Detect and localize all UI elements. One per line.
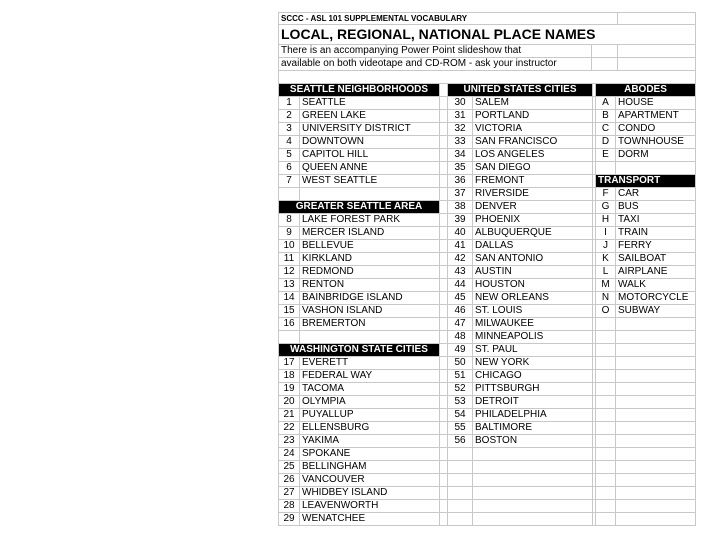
empty-cell [616, 448, 696, 461]
empty-cell [596, 513, 616, 526]
list-item-number: 2 [278, 110, 300, 123]
empty-cell [596, 162, 616, 175]
list-item-name: CHICAGO [473, 370, 593, 383]
list-item-number: 22 [278, 422, 300, 435]
table-row [278, 201, 696, 214]
table-row [278, 357, 696, 370]
list-item-name: YAKIMA [300, 435, 440, 448]
list-item-name: DORM [616, 149, 696, 162]
list-item-name: TRAIN [616, 227, 696, 240]
table-row [278, 214, 696, 227]
list-item-name: DOWNTOWN [300, 136, 440, 149]
empty-cell [596, 370, 616, 383]
empty-cell [592, 45, 618, 58]
empty-cell [616, 461, 696, 474]
empty-cell [618, 45, 696, 58]
empty-cell [618, 58, 696, 71]
table-row [278, 396, 696, 409]
list-item-name: BELLEVUE [300, 240, 440, 253]
column-gap [440, 136, 448, 149]
column-gap [440, 513, 448, 526]
list-item-number: 55 [448, 422, 473, 435]
list-item-number: K [596, 253, 616, 266]
list-item-name: HOUSE [616, 97, 696, 110]
list-item-name: LAKE FOREST PARK [300, 214, 440, 227]
list-item-number: 35 [448, 162, 473, 175]
empty-cell [448, 474, 473, 487]
list-item-number: 53 [448, 396, 473, 409]
list-item-number: 31 [448, 110, 473, 123]
column-gap [440, 175, 448, 188]
table-row [278, 474, 696, 487]
list-item-number: 27 [278, 487, 300, 500]
list-item-name: EVERETT [300, 357, 440, 370]
vocabulary-grid [278, 84, 696, 526]
table-row [278, 461, 696, 474]
list-item-name: CAR [616, 188, 696, 201]
table-row [278, 448, 696, 461]
table-row [278, 318, 696, 331]
empty-cell [473, 448, 593, 461]
col1-header: WASHINGTON STATE CITIES [278, 344, 440, 357]
empty-cell [300, 188, 440, 201]
empty-cell [448, 487, 473, 500]
col1-header: GREATER SEATTLE AREA [278, 201, 440, 214]
list-item-number: 34 [448, 149, 473, 162]
list-item-name: LOS ANGELES [473, 149, 593, 162]
vocabulary-sheet [278, 12, 696, 526]
list-item-name: NEW ORLEANS [473, 292, 593, 305]
empty-cell [596, 357, 616, 370]
list-item-number: 7 [278, 175, 300, 188]
list-item-name: SAN ANTONIO [473, 253, 593, 266]
list-item-number: N [596, 292, 616, 305]
sheet-title: LOCAL, REGIONAL, NATIONAL PLACE NAMES [278, 25, 696, 45]
list-item-number: 12 [278, 266, 300, 279]
list-item-name: OLYMPIA [300, 396, 440, 409]
empty-cell [278, 331, 300, 344]
empty-cell [448, 513, 473, 526]
empty-cell [596, 422, 616, 435]
list-item-number: 40 [448, 227, 473, 240]
list-item-number: 29 [278, 513, 300, 526]
list-item-number: I [596, 227, 616, 240]
column-gap [440, 435, 448, 448]
list-item-name: SUBWAY [616, 305, 696, 318]
empty-cell [596, 487, 616, 500]
column-gap [440, 110, 448, 123]
list-item-name: MOTORCYCLE [616, 292, 696, 305]
list-item-number: O [596, 305, 616, 318]
column-gap [440, 357, 448, 370]
empty-cell [448, 500, 473, 513]
empty-cell [616, 435, 696, 448]
list-item-name: ST. PAUL [473, 344, 593, 357]
list-item-number: 49 [448, 344, 473, 357]
column-gap [440, 123, 448, 136]
empty-cell [448, 448, 473, 461]
list-item-number: 33 [448, 136, 473, 149]
list-item-number: H [596, 214, 616, 227]
table-row [278, 500, 696, 513]
table-row [278, 227, 696, 240]
list-item-name: GREEN LAKE [300, 110, 440, 123]
empty-cell [592, 58, 618, 71]
empty-cell [616, 422, 696, 435]
column-gap [440, 214, 448, 227]
list-item-number: 36 [448, 175, 473, 188]
list-item-number: 19 [278, 383, 300, 396]
note-row-1 [278, 45, 696, 58]
table-row [278, 513, 696, 526]
empty-cell [448, 461, 473, 474]
list-item-name: NEW YORK [473, 357, 593, 370]
list-item-number: 10 [278, 240, 300, 253]
list-item-number: 42 [448, 253, 473, 266]
list-item-number: 26 [278, 474, 300, 487]
empty-cell [473, 474, 593, 487]
list-item-number: 43 [448, 266, 473, 279]
empty-cell [616, 318, 696, 331]
empty-cell [616, 370, 696, 383]
list-item-number: C [596, 123, 616, 136]
table-row [278, 344, 696, 357]
column-gap [440, 409, 448, 422]
list-item-name: PORTLAND [473, 110, 593, 123]
list-item-name: TAXI [616, 214, 696, 227]
list-item-name: ELLENSBURG [300, 422, 440, 435]
list-item-number: D [596, 136, 616, 149]
list-item-number: 30 [448, 97, 473, 110]
table-row [278, 266, 696, 279]
list-item-name: APARTMENT [616, 110, 696, 123]
list-item-number: 46 [448, 305, 473, 318]
list-item-name: TOWNHOUSE [616, 136, 696, 149]
list-item-number: 15 [278, 305, 300, 318]
list-item-number: 28 [278, 500, 300, 513]
table-row [278, 331, 696, 344]
list-item-number: 16 [278, 318, 300, 331]
list-item-name: SEATTLE [300, 97, 440, 110]
list-item-number: 50 [448, 357, 473, 370]
empty-cell [616, 396, 696, 409]
empty-cell [473, 500, 593, 513]
column-gap [440, 448, 448, 461]
empty-cell [596, 461, 616, 474]
list-item-name: FEDERAL WAY [300, 370, 440, 383]
list-item-name: WENATCHEE [300, 513, 440, 526]
list-item-number: E [596, 149, 616, 162]
empty-cell [278, 71, 696, 84]
list-item-number: 44 [448, 279, 473, 292]
list-item-name: FREMONT [473, 175, 593, 188]
list-item-number: 23 [278, 435, 300, 448]
list-item-name: SPOKANE [300, 448, 440, 461]
sheet-subtitle: SCCC - ASL 101 SUPPLEMENTAL VOCABULARY [278, 12, 618, 25]
list-item-number: 39 [448, 214, 473, 227]
col3-header: ABODES [596, 84, 696, 97]
list-item-name: LEAVENWORTH [300, 500, 440, 513]
list-item-name: BREMERTON [300, 318, 440, 331]
column-gap [440, 383, 448, 396]
list-item-name: FERRY [616, 240, 696, 253]
list-item-number: A [596, 97, 616, 110]
list-item-number: 51 [448, 370, 473, 383]
empty-cell [596, 448, 616, 461]
list-item-number: F [596, 188, 616, 201]
col1-header: SEATTLE NEIGHBORHOODS [278, 84, 440, 97]
table-row [278, 292, 696, 305]
empty-cell [596, 500, 616, 513]
list-item-name: KIRKLAND [300, 253, 440, 266]
list-item-number: 32 [448, 123, 473, 136]
list-item-number: 13 [278, 279, 300, 292]
list-item-number: 6 [278, 162, 300, 175]
column-gap [440, 487, 448, 500]
table-row [278, 149, 696, 162]
note-line-1: There is an accompanying Power Point slideshow that [278, 45, 592, 58]
list-item-number: 45 [448, 292, 473, 305]
list-item-name: WALK [616, 279, 696, 292]
column-gap [440, 344, 448, 357]
empty-cell [473, 513, 593, 526]
column-gap [440, 240, 448, 253]
column-gap [440, 396, 448, 409]
empty-cell [616, 474, 696, 487]
spacer-row [278, 71, 696, 84]
list-item-name: TACOMA [300, 383, 440, 396]
list-item-name: VASHON ISLAND [300, 305, 440, 318]
empty-cell [596, 331, 616, 344]
list-item-number: 52 [448, 383, 473, 396]
column-gap [440, 318, 448, 331]
list-item-number: 17 [278, 357, 300, 370]
empty-cell [616, 162, 696, 175]
list-item-number: G [596, 201, 616, 214]
list-item-name: AUSTIN [473, 266, 593, 279]
list-item-name: PITTSBURGH [473, 383, 593, 396]
list-item-number: B [596, 110, 616, 123]
column-gap [440, 422, 448, 435]
column-gap [440, 162, 448, 175]
list-item-number: J [596, 240, 616, 253]
empty-cell [616, 513, 696, 526]
list-item-name: CONDO [616, 123, 696, 136]
empty-cell [473, 487, 593, 500]
list-item-number: 37 [448, 188, 473, 201]
list-item-number: 4 [278, 136, 300, 149]
list-item-name: AIRPLANE [616, 266, 696, 279]
table-row [278, 240, 696, 253]
col2-header: UNITED STATES CITIES [448, 84, 593, 97]
note-row-2 [278, 58, 696, 71]
col3-header: TRANSPORT [596, 175, 696, 188]
table-row [278, 487, 696, 500]
column-gap [440, 253, 448, 266]
empty-cell [596, 474, 616, 487]
list-item-name: MINNEAPOLIS [473, 331, 593, 344]
table-row [278, 175, 696, 188]
column-gap [440, 266, 448, 279]
list-item-number: 9 [278, 227, 300, 240]
list-item-number: 1 [278, 97, 300, 110]
empty-cell [616, 383, 696, 396]
column-gap [440, 227, 448, 240]
subtitle-row [278, 12, 696, 25]
list-item-number: 47 [448, 318, 473, 331]
list-item-number: 38 [448, 201, 473, 214]
empty-cell [596, 409, 616, 422]
table-row [278, 84, 696, 97]
list-item-number: 14 [278, 292, 300, 305]
table-row [278, 305, 696, 318]
list-item-name: MERCER ISLAND [300, 227, 440, 240]
table-row [278, 422, 696, 435]
empty-cell [278, 188, 300, 201]
list-item-name: DENVER [473, 201, 593, 214]
empty-cell [596, 383, 616, 396]
column-gap [440, 474, 448, 487]
table-row [278, 253, 696, 266]
list-item-number: 20 [278, 396, 300, 409]
table-row [278, 162, 696, 175]
list-item-name: RENTON [300, 279, 440, 292]
note-line-2: available on both videotape and CD-ROM - ask your instructor [278, 58, 592, 71]
list-item-number: 5 [278, 149, 300, 162]
list-item-name: ST. LOUIS [473, 305, 593, 318]
list-item-name: BELLINGHAM [300, 461, 440, 474]
empty-cell [616, 409, 696, 422]
list-item-name: ALBUQUERQUE [473, 227, 593, 240]
list-item-name: SALEM [473, 97, 593, 110]
list-item-number: 24 [278, 448, 300, 461]
list-item-name: RIVERSIDE [473, 188, 593, 201]
list-item-number: L [596, 266, 616, 279]
empty-cell [596, 318, 616, 331]
empty-cell [616, 344, 696, 357]
column-gap [440, 292, 448, 305]
list-item-name: UNIVERSITY DISTRICT [300, 123, 440, 136]
list-item-number: 21 [278, 409, 300, 422]
list-item-name: SAILBOAT [616, 253, 696, 266]
list-item-number: 54 [448, 409, 473, 422]
table-row [278, 435, 696, 448]
list-item-name: VICTORIA [473, 123, 593, 136]
title-row [278, 25, 696, 45]
list-item-name: BAINBRIDGE ISLAND [300, 292, 440, 305]
list-item-number: M [596, 279, 616, 292]
column-gap [440, 500, 448, 513]
list-item-name: BUS [616, 201, 696, 214]
list-item-name: SAN FRANCISCO [473, 136, 593, 149]
column-gap [440, 279, 448, 292]
table-row [278, 136, 696, 149]
list-item-number: 41 [448, 240, 473, 253]
list-item-name: PUYALLUP [300, 409, 440, 422]
empty-cell [616, 487, 696, 500]
empty-cell [596, 435, 616, 448]
list-item-number: 18 [278, 370, 300, 383]
list-item-name: HOUSTON [473, 279, 593, 292]
column-gap [440, 305, 448, 318]
table-row [278, 383, 696, 396]
column-gap [440, 201, 448, 214]
list-item-name: WHIDBEY ISLAND [300, 487, 440, 500]
table-row [278, 110, 696, 123]
column-gap [440, 188, 448, 201]
table-row [278, 123, 696, 136]
list-item-name: QUEEN ANNE [300, 162, 440, 175]
table-row [278, 279, 696, 292]
list-item-name: MILWAUKEE [473, 318, 593, 331]
list-item-number: 25 [278, 461, 300, 474]
list-item-name: SAN DIEGO [473, 162, 593, 175]
empty-cell [616, 331, 696, 344]
empty-cell [473, 461, 593, 474]
list-item-name: DALLAS [473, 240, 593, 253]
column-gap [440, 370, 448, 383]
list-item-name: BALTIMORE [473, 422, 593, 435]
table-row [278, 370, 696, 383]
table-row [278, 97, 696, 110]
empty-cell [616, 357, 696, 370]
empty-cell [616, 500, 696, 513]
list-item-name: BOSTON [473, 435, 593, 448]
list-item-name: PHOENIX [473, 214, 593, 227]
list-item-name: REDMOND [300, 266, 440, 279]
column-gap [440, 461, 448, 474]
list-item-number: 56 [448, 435, 473, 448]
column-gap [440, 331, 448, 344]
column-gap [440, 84, 448, 97]
empty-cell [596, 344, 616, 357]
list-item-number: 11 [278, 253, 300, 266]
list-item-name: DETROIT [473, 396, 593, 409]
list-item-name: WEST SEATTLE [300, 175, 440, 188]
list-item-name: PHILADELPHIA [473, 409, 593, 422]
table-row [278, 409, 696, 422]
column-gap [440, 97, 448, 110]
empty-cell [300, 331, 440, 344]
column-gap [440, 149, 448, 162]
list-item-number: 8 [278, 214, 300, 227]
list-item-number: 3 [278, 123, 300, 136]
list-item-name: VANCOUVER [300, 474, 440, 487]
list-item-name: CAPITOL HILL [300, 149, 440, 162]
empty-cell [618, 12, 696, 25]
list-item-number: 48 [448, 331, 473, 344]
table-row [278, 188, 696, 201]
empty-cell [596, 396, 616, 409]
